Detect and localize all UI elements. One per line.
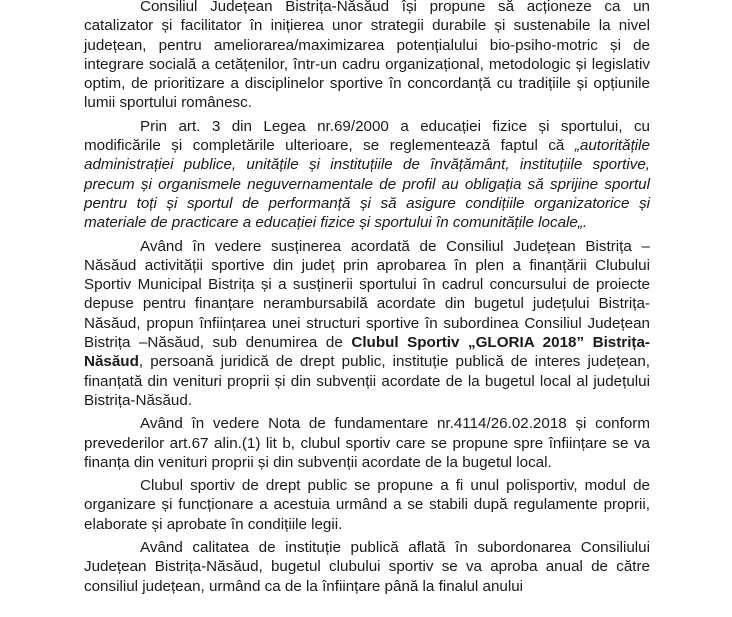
paragraph-law-intro: Prin art. 3 din Legea nr.69/2000 a educației fizice și sportului, cu modificările și completările ulterioare, se reglementează faptul că [84,117,650,155]
paragraph-law-69-2000 [84,117,650,233]
paragraph-budget: Având calitatea de instituție publică aflată în subordonarea Consiliului Județean Bistrița-Năsăud, bugetul clubului sportiv se va aproba anual de către consiliul județean, urmând ca de la înființare până la finalul anului [84,539,650,595]
document-page [84,0,650,596]
law-quotation: „autoritățile administrației publice, unitățile și instituțiile de învățământ, instituțiile sportive, precum și organismele neguvernamentale de profil au obligația să sprijine sportul pentru toți și sportul de performanță și să asigure condițiile organizatorice și materiale de practicare a educației fizice și sportului în comunitățile locale„. [84,137,650,232]
paragraph-club-proposal-after: , persoană juridică de drept public, instituție publică de interes județean, finanțată din venituri proprii și din subvenții acordate de la bugetul local al județului Bistrița-Năsăud. [84,353,650,409]
paragraph-nota-fundamentare: Având în vedere Nota de fundamentare nr.4114/26.02.2018 și conform prevederilor art.67 alin.(1) lit b, clubul sportiv care se propune spre înființare se va finanța din venituri proprii și din subvenții acordate de la bugetul local. [84,415,650,471]
paragraph-club-proposal-before: Având în vedere susținerea acordată de Consiliul Județean Bistrița – Năsăud activității sportive din județ prin aprobarea în plen a finanțării Clubului Sportiv Municipal Bistrița și a susținerii sportului în cadrul concursului de proiecte depuse pentru finanțare nerambursabilă acordate din bugetul județului Bistrița-Năsăud, propun înființarea unei structuri sportive în subordinea Consiliul Județean Bistrița –Năsăud, sub denumirea de [84,237,650,352]
paragraph-club-proposal [84,237,650,411]
paragraph-polisportiv: Clubul sportiv de drept public se propune a fi unul polisportiv, modul de organizare și funcționare a acestuia urmând a se stabili după regulamente proprii, elaborate și aprobate în condițiile legii. [84,477,650,533]
paragraph-consiliul-judetean-goals: Consiliul Județean Bistrița-Năsăud își propune să acționeze ca un catalizator și facilitator în inițierea unor strategii durabile și sustenabile la nivel județean, pentru ameliorarea/maximizarea potențialului bio-psiho-motric și de integrare socială a cetățenilor, într-un cadru organizațional, metodologic și legislativ optim, de prioritizare a disciplinelor sportive în concordanță cu tradițiile și opțiunile lumii sportului românesc. [84,0,650,112]
club-name: Clubul Sportiv „GLORIA 2018” Bistrița-Năsăud [84,334,650,371]
